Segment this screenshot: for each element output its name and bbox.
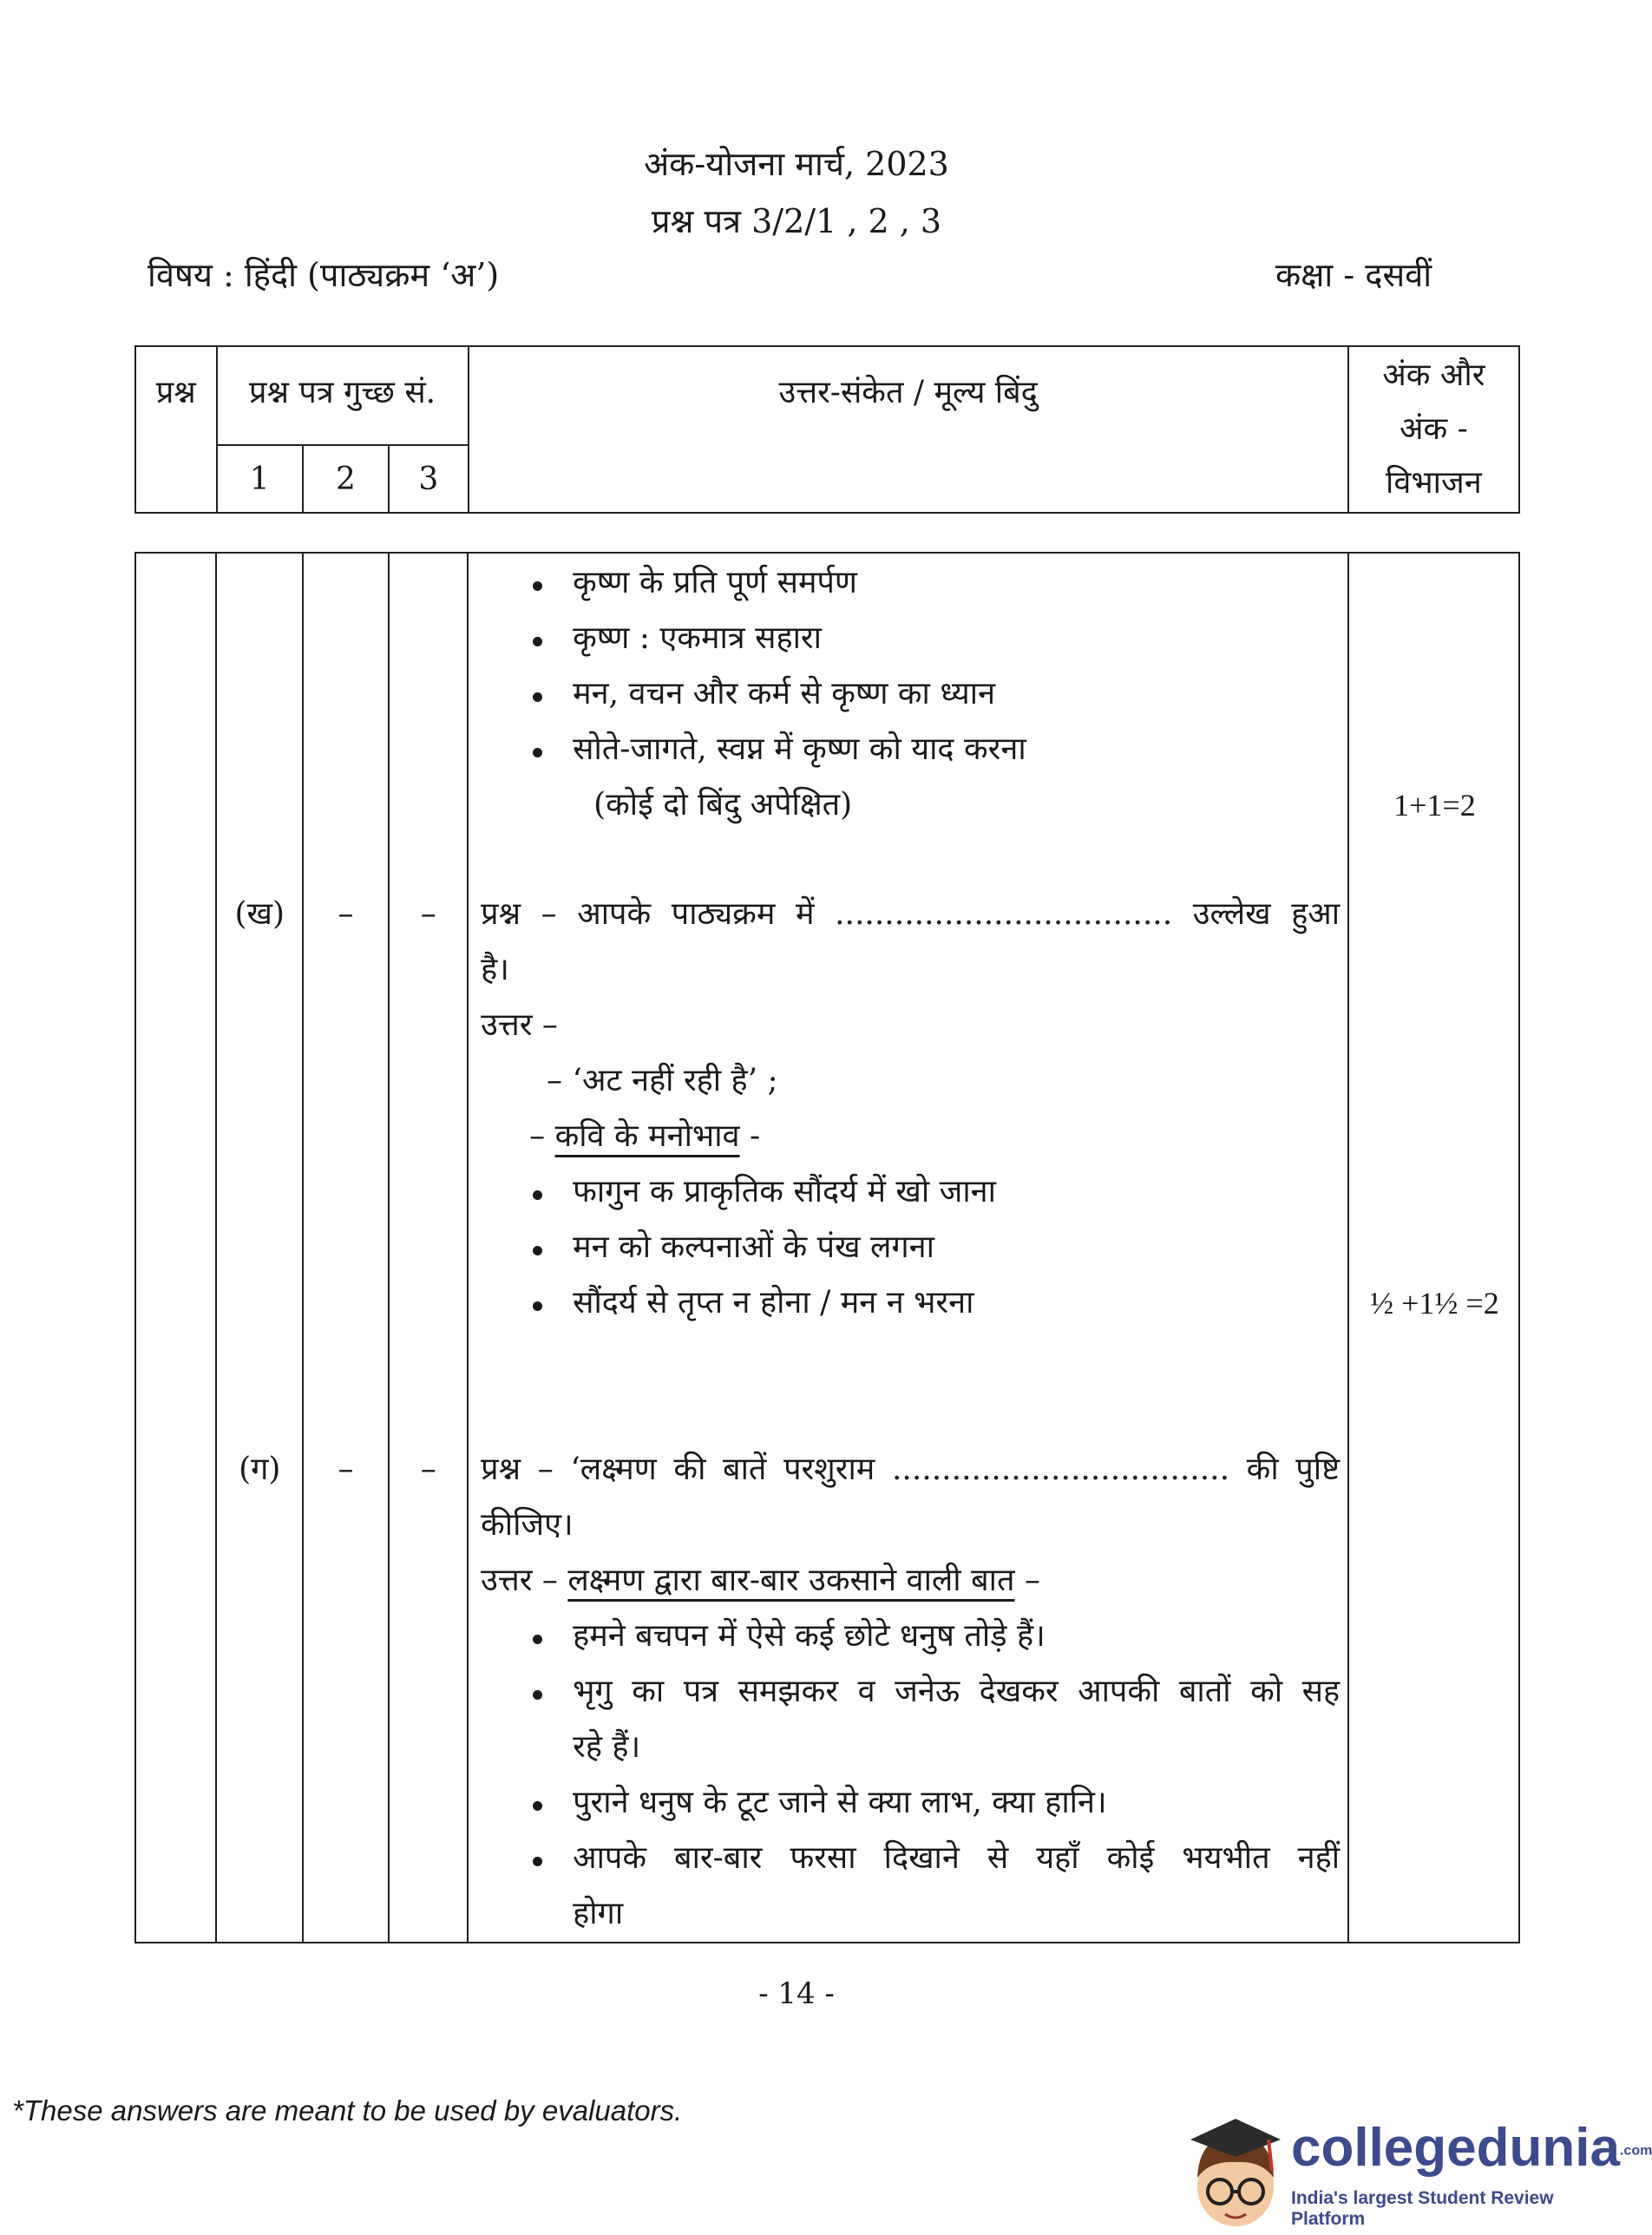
answer-points-col <box>468 553 1348 1943</box>
subject-label: विषय : हिंदी (पाठ्यक्रम ‘अ’) <box>148 256 500 294</box>
header-set-3: 3 <box>389 445 468 513</box>
kha-poem-title: – ‘अट नहीं रही है’ ; <box>547 1063 778 1098</box>
class-label: कक्षा - दसवीं <box>1275 256 1432 294</box>
bullet-dot <box>533 1801 542 1811</box>
set3-col <box>389 553 468 1943</box>
kha-question-line1: प्रश्न – आपके पाठ्यक्रम में .................................. उल्लेख हुआ <box>481 896 1341 932</box>
ga-answer-suffix: – <box>1024 1563 1040 1598</box>
block-a-bullet-3: मन, वचन और कर्म से कृष्ण का ध्यान <box>573 676 996 711</box>
header-marks-line2: अंक - <box>1399 411 1468 447</box>
bullet-dot <box>533 1301 542 1311</box>
kha-sub-suffix: - <box>750 1118 761 1154</box>
header-marks-line3: विभाजन <box>1386 465 1482 501</box>
bullet-dot <box>533 1857 542 1866</box>
set1-col <box>216 553 302 1943</box>
kha-sub-heading-text: कवि के मनोभाव <box>554 1118 740 1154</box>
kha-bullet-1: फागुन क प्राकृतिक सौंदर्य में खो जाना <box>573 1174 996 1209</box>
question-number-col <box>135 553 216 1943</box>
ga-bullet-2-line2: रहे हैं। <box>573 1729 641 1765</box>
header-question-col: प्रश्न <box>135 346 217 513</box>
bullet-dot <box>533 1190 542 1200</box>
bullet-dot <box>533 637 542 646</box>
header-set-col: प्रश्न पत्र गुच्छ सं. <box>217 346 469 445</box>
header-answer-col: उत्तर-संकेत / मूल्य बिंदु <box>469 346 1348 513</box>
ga-bullet-2-line1: भृगु का पत्र समझकर व जनेऊ देखकर आपकी बातों को सह <box>573 1674 1341 1709</box>
page-number: - 14 - <box>758 1976 835 2011</box>
bullet-dot <box>533 581 542 591</box>
kha-marks: ½ +1½ =2 <box>1370 1286 1499 1321</box>
bullet-dot <box>533 692 542 702</box>
header-marks-col <box>1348 346 1519 513</box>
ga-bullet-4-line1: आपके बार-बार फरसा दिखाने से यहाँ कोई भयभीत नहीं <box>573 1840 1341 1876</box>
block-a-note: (कोई दो बिंदु अपेक्षित) <box>593 787 853 823</box>
bullet-dot <box>533 1246 542 1255</box>
bullet-dot <box>533 1690 542 1700</box>
header-table <box>134 345 1520 514</box>
ga-bullet-3: पुराने धनुष के टूट जाने से क्या लाभ, क्या हानि। <box>573 1785 1107 1820</box>
ga-bullet-4-line2: होगा <box>573 1896 624 1931</box>
brand-tagline: India's largest Student Review Platform <box>1291 2188 1554 2229</box>
ga-question-line1: प्रश्न – ‘लक्ष्मण की बातें परशुराम .................................. की पुष्टि <box>481 1452 1341 1487</box>
ga-dash-set3: – <box>420 1452 436 1487</box>
collegedunia-logo-icon <box>1182 2110 1288 2232</box>
answer-table <box>134 552 1520 1943</box>
brand-name[interactable] <box>1291 2117 1652 2179</box>
ga-answer-heading-text: लक्ष्मण द्वारा बार-बार उकसाने वाली बात <box>567 1563 1015 1598</box>
document-title: अंक-योजना मार्च, 2023 <box>644 145 949 183</box>
kha-answer-label: उत्तर – <box>481 1007 558 1043</box>
block-a-bullet-2: कृष्ण : एकमात्र सहारा <box>573 620 822 656</box>
brand-text: collegedunia <box>1291 2118 1620 2178</box>
header-set-1: 1 <box>217 445 303 513</box>
ga-bullet-1: हमने बचपन में ऐसे कई छोटे धनुष तोड़े हैं। <box>573 1618 1046 1654</box>
header-set-2: 2 <box>303 445 389 513</box>
brand-suffix: .com <box>1619 2143 1652 2159</box>
kha-dash-set3: – <box>420 896 436 932</box>
paper-code: प्रश्न पत्र 3/2/1 , 2 , 3 <box>651 202 942 240</box>
label-ga: (ग) <box>239 1452 281 1487</box>
kha-dash-set2: – <box>338 896 354 932</box>
ga-question-line2: कीजिए। <box>481 1507 574 1543</box>
ga-dash-set2: – <box>338 1452 354 1487</box>
block-a-marks: 1+1=2 <box>1393 788 1476 823</box>
kha-bullet-3: सौंदर्य से तृप्त न होना / मन न भरना <box>573 1285 974 1321</box>
kha-question-line2: है। <box>481 952 509 987</box>
kha-bullet-2: मन को कल्पनाओं के पंख लगना <box>573 1229 934 1265</box>
bullet-dot <box>533 748 542 757</box>
kha-sub-heading <box>529 1116 760 1157</box>
bullet-dot <box>533 1635 542 1644</box>
evaluator-note: *These answers are meant to be used by evaluators. <box>12 2094 683 2127</box>
ga-answer-heading <box>481 1560 1040 1602</box>
set2-col <box>303 553 389 1943</box>
kha-sub-prefix: – <box>529 1118 546 1154</box>
block-a-bullet-1: कृष्ण के प्रति पूर्ण समर्पण <box>573 565 857 600</box>
marks-col <box>1348 553 1519 1943</box>
block-a-bullet-4: सोते-जागते, स्वप्न में कृष्ण को याद करना <box>573 731 1026 767</box>
label-kha: (ख) <box>234 896 285 932</box>
ga-answer-prefix: उत्तर – <box>481 1563 558 1598</box>
header-marks-line1: अंक और <box>1382 357 1485 393</box>
